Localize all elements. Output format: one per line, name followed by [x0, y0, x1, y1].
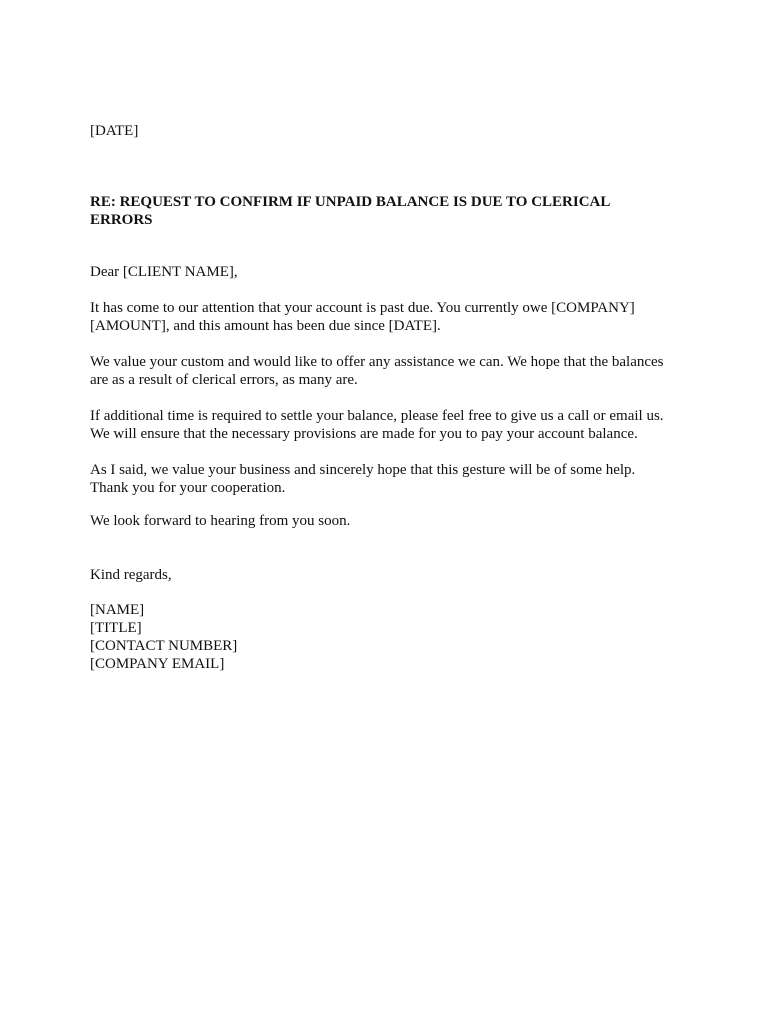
paragraph-line: are as a result of clerical errors, as many are. — [90, 372, 358, 388]
paragraph-line: We will ensure that the necessary provisions are made for you to pay your account balance. — [90, 426, 638, 442]
signature-name: [NAME] — [90, 602, 145, 618]
paragraph-line: As I said, we value your business and sincerely hope that this gesture will be of some help. — [90, 462, 636, 478]
paragraph-look-forward — [90, 512, 680, 530]
paragraph-additional-time — [90, 407, 680, 443]
signature-contact-number: [CONTACT NUMBER] — [90, 638, 238, 654]
paragraph-account-past-due — [90, 299, 680, 335]
paragraph-offer-assistance — [90, 353, 680, 389]
paragraph-line: It has come to our attention that your account is past due. You currently owe [COMPANY] — [90, 300, 635, 316]
paragraph-thank-you — [90, 461, 680, 497]
closing: Kind regards, — [90, 567, 172, 583]
paragraph-line: [AMOUNT], and this amount has been due since [DATE]. — [90, 318, 441, 334]
letter-body — [90, 122, 680, 673]
salutation: Dear [CLIENT NAME], — [90, 264, 238, 280]
paragraph-line: We value your custom and would like to offer any assistance we can. We hope that the balances — [90, 354, 664, 370]
paragraph-line: We look forward to hearing from you soon. — [90, 513, 351, 529]
paragraph-line: Thank you for your cooperation. — [90, 480, 286, 496]
signature-title: [TITLE] — [90, 620, 142, 636]
signature-company-email: [COMPANY EMAIL] — [90, 656, 225, 672]
letter-date: [DATE] — [90, 123, 139, 139]
letter-subject: RE: REQUEST TO CONFIRM IF UNPAID BALANCE IS DUE TO CLERICAL ERRORS — [90, 194, 610, 228]
signature-block — [90, 601, 680, 673]
paragraph-line: If additional time is required to settle your balance, please feel free to give us a call or email us. — [90, 408, 664, 424]
